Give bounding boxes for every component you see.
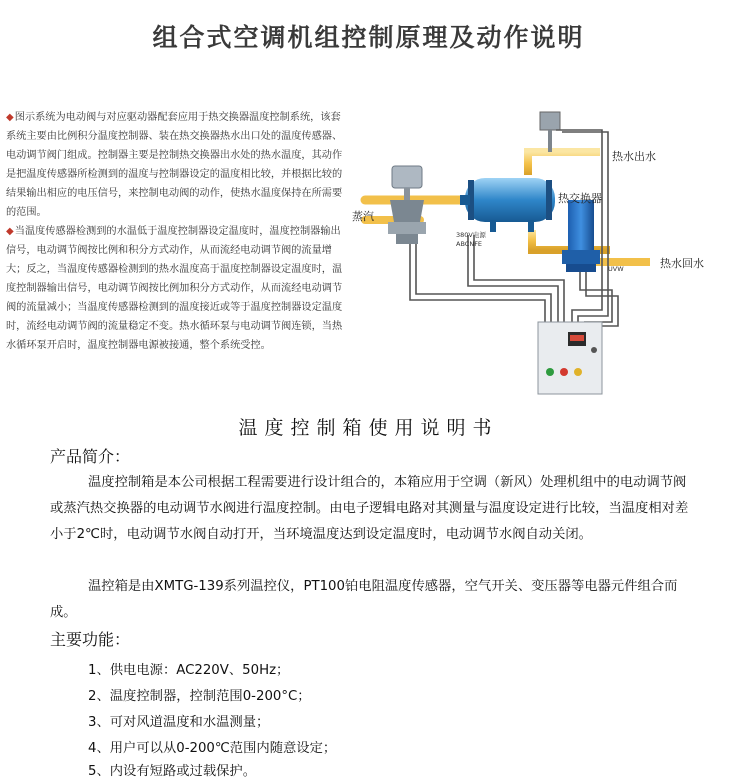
- system-diagram: [350, 100, 735, 400]
- label-heat-exchanger: 热交换器: [558, 192, 602, 205]
- intro-text: [6, 108, 346, 355]
- function-item: 4、用户可以从0-200℃范围内随意设定；: [88, 741, 337, 756]
- function-item: 1、供电电源：AC220V、50Hz；: [88, 663, 290, 678]
- overview-heading: 产品简介：: [50, 447, 131, 466]
- label-pump-terminals: UVW: [608, 265, 624, 273]
- circulation-pump-icon: [562, 200, 600, 272]
- electric-valve-icon: [388, 166, 426, 244]
- function-item: 5、内设有短路或过载保护。: [88, 764, 257, 779]
- label-steam: 蒸汽: [352, 210, 374, 223]
- overview-paragraph-1: 温度控制箱是本公司根据工程需要进行设计组合的，本箱应用于空调（新风）处理机组中的电动调节阀或蒸汽热交换器的电动调节水阀进行温度控制。由电子逻辑电路对其测量与温度设定进行比较，当温度相对差小于2℃时，电动调节水阀自动打开，当环境温度达到设定温度时，电动调节水阀自动关闭。: [50, 475, 689, 542]
- heat-exchanger-icon: [460, 178, 555, 232]
- label-hot-water-return: 热水回水: [660, 257, 704, 270]
- temperature-control-box-icon: [538, 322, 602, 394]
- intro-paragraph-1: ◆图示系统为电动阀与对应驱动器配套应用于热交换器温度控制系统，该套系统主要由比例积分温度控制器、装在热交换器热水出口处的温度传感器、电动调节阀门组成。控制器主要是控制热交换器出水处的热水温度，其动作是把温度传感器所检测到的温度与控制器设定的温度相比较，并根据比较的结果输出相应的电压信号，来控制电动阀的动作，使热水温度保持在所需要的范围。: [6, 112, 343, 218]
- diamond-bullet-icon: ◆: [6, 112, 14, 123]
- page-title: 组合式空调机组控制原理及动作说明: [152, 23, 585, 52]
- functions-heading: 主要功能：: [50, 630, 131, 649]
- diamond-bullet-icon: ◆: [6, 226, 14, 237]
- label-power: 380V电源: [456, 231, 486, 239]
- pipe-hot-water-out: [528, 152, 600, 175]
- manual-title: 温度控制箱使用说明书: [238, 417, 499, 439]
- label-hot-water-out: 热水出水: [612, 150, 656, 163]
- function-item: 2、温度控制器，控制范围0-200°C；: [88, 689, 311, 704]
- temperature-sensor-icon: [540, 112, 560, 152]
- intro-paragraph-2: ◆当温度传感器检测到的水温低于温度控制器设定温度时，温度控制器输出信号，电动调节阀按比例和积分方式动作，从而流经电动调节阀的流量增大；反之，当温度传感器检测到的热水温度高于温度控制器设定温度时，温度控制器输出信号，电动调节阀按比例加积分方式动作，从而流经电动调节阀的流量减小；当温度传感器检测到的温度接近或等于温度控制器设定温度时，流经电动调节阀的流量稳定不变。热水循环泵与电动调节阀连锁，当热水循环泵开启时，温度控制器电源被接通，整个系统受控。: [6, 226, 343, 351]
- diagram-graphic: [350, 100, 735, 400]
- label-terminals: ABCNFE: [456, 240, 483, 248]
- overview-paragraph-2: 温控箱是由XMTG-139系列温控仪，PT100铂电阻温度传感器，空气开关、变压器等电器元件组合而成。: [50, 579, 678, 620]
- function-item: 3、可对风道温度和水温测量；: [88, 715, 270, 730]
